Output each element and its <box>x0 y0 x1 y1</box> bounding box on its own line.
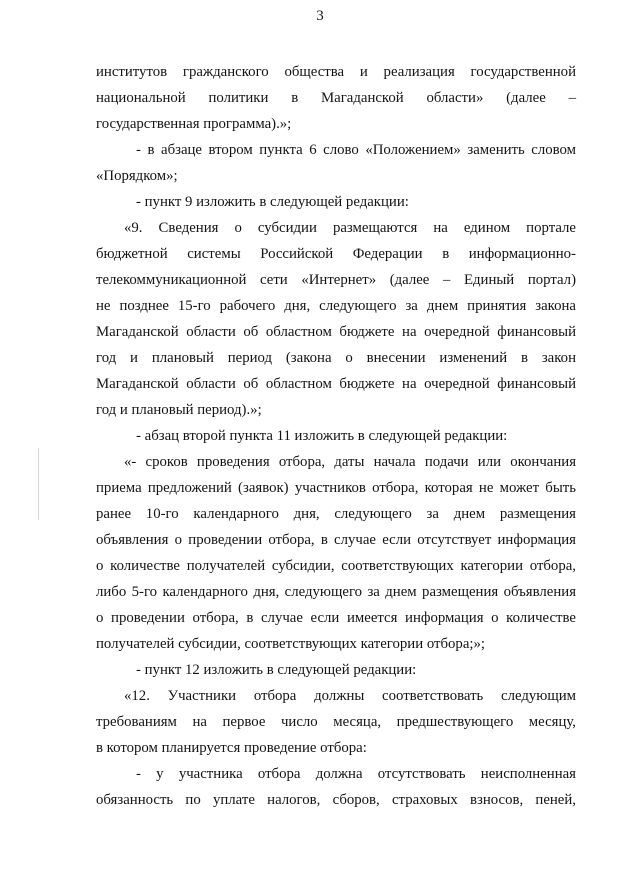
scan-margin-line <box>38 448 39 520</box>
text-line: требованиям на первое число месяца, предшествующего месяцу, <box>96 714 576 730</box>
text-line: о количестве получателей субсидии, соответствующих категории отбора, <box>96 558 576 574</box>
text-line: институтов гражданского общества и реализация государственной <box>96 64 576 80</box>
text-line: обязанность по уплате налогов, сборов, страховых взносов, пеней, <box>96 792 576 808</box>
text-line: телекоммуникационной сети «Интернет» (далее – Единый портал) <box>96 272 576 288</box>
text-line: год и плановый период).»; <box>96 402 262 418</box>
text-line: «- сроков проведения отбора, даты начала подачи или окончания <box>124 454 576 470</box>
text-line: «Порядком»; <box>96 168 178 184</box>
text-line: национальной политики в Магаданской области» (далее – <box>96 90 576 106</box>
text-line: получателей субсидии, соответствующих категории отбора;»; <box>96 636 486 652</box>
text-line: ранее 10-го календарного дня, следующего за днем размещения <box>96 506 576 522</box>
text-line: «9. Сведения о субсидии размещаются на едином портале <box>124 220 576 236</box>
text-line: - пункт 12 изложить в следующей редакции: <box>136 662 417 678</box>
text-line: в котором планируется проведение отбора: <box>96 740 367 756</box>
text-line: о проведении отбора, в случае если имеется информация о количестве <box>96 610 576 626</box>
text-line: - пункт 9 изложить в следующей редакции: <box>136 194 409 210</box>
text-line: не позднее 15-го рабочего дня, следующего за днем принятия закона <box>96 298 576 314</box>
text-line: либо 5-го календарного дня, следующего за днем размещения объявления <box>96 584 576 600</box>
text-line: - абзац второй пункта 11 изложить в следующей редакции: <box>136 428 508 444</box>
text-line: государственная программа).»; <box>96 116 292 132</box>
text-line: приема предложений (заявок) участников отбора, которая не может быть <box>96 480 576 496</box>
text-line: Магаданской области об областном бюджете на очередной финансовый <box>96 324 576 340</box>
text-line: объявления о проведении отбора, в случае если отсутствует информация <box>96 532 576 548</box>
text-line: - у участника отбора должна отсутствовать неисполненная <box>136 766 576 782</box>
text-line: «12. Участники отбора должны соответствовать следующим <box>124 688 576 704</box>
page-number: 3 <box>316 8 324 24</box>
text-line: бюджетной системы Российской Федерации в информационно- <box>96 246 576 262</box>
text-line: - в абзаце втором пункта 6 слово «Положением» заменить словом <box>136 142 576 158</box>
text-line: год и плановый период (закона о внесении изменений в закон <box>96 350 576 366</box>
text-line: Магаданской области об областном бюджете на очередной финансовый <box>96 376 576 392</box>
